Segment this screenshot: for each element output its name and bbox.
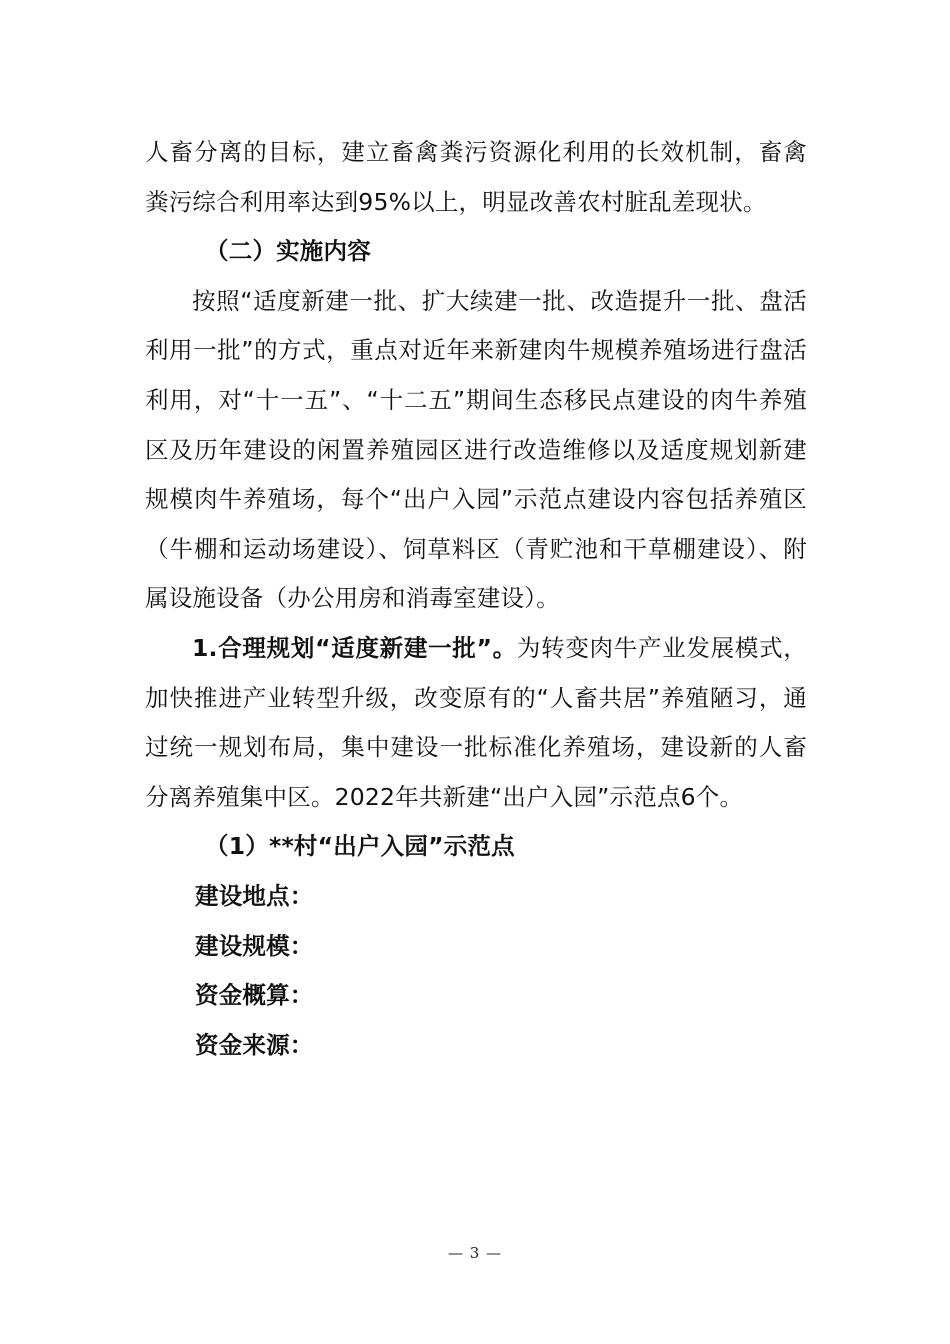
field-scale: 建设规模： — [195, 931, 314, 960]
field-funding: 资金来源： — [195, 1030, 314, 1059]
field-budget: 资金概算： — [195, 981, 314, 1010]
field-location: 建设地点： — [195, 881, 314, 910]
subsection-heading: （1）**村“出户入园”示范点 — [205, 832, 515, 861]
paragraph-text: 为转变肉牛产业发展模式，加快推进产业转型升级，改变原有的“人畜共居”养殖陋习，通过统一规划布局，集中建设一批标准化养殖场，建设新的人畜分离养殖集中区。2022年共新建“出户入园”示范点6个。 — [145, 633, 807, 811]
paragraph-intro: 人畜分离的目标，建立畜禽粪污资源化利用的长效机制，畜禽粪污综合利用率达到95%以上，明显改善农村脏乱差现状。 — [145, 138, 807, 216]
paragraph-lead: 1.合理规划“适度新建一批”。 — [192, 633, 517, 662]
document-body — [145, 128, 807, 1070]
page-number: — 3 — — [447, 1244, 503, 1262]
paragraph-implementation: 按照“适度新建一批、扩大续建一批、改造提升一批、盘活利用一批”的方式，重点对近年来新建肉牛规模养殖场进行盘活利用，对“十一五”、“十二五”期间生态移民点建设的肉牛养殖区及历年建设的闲置养殖园区进行改造维修以及适度规划新建规模肉牛养殖场，每个“出户入园”示范点建设内容包括养殖区（牛棚和运动场建设）、饲草料区（青贮池和干草棚建设）、附属设施设备（办公用房和消毒室建设）。 — [145, 286, 807, 613]
paragraph-new-build — [145, 624, 807, 822]
section-heading: （二）实施内容 — [205, 237, 371, 266]
